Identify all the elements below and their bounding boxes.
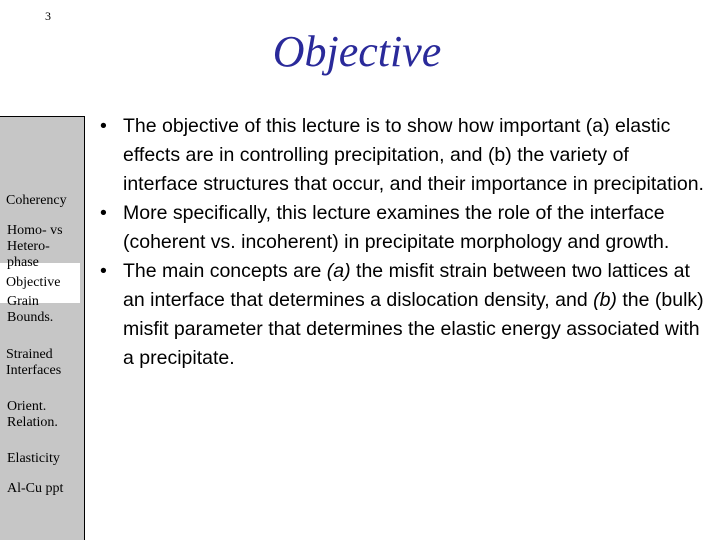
sidebar-item-label: Interfaces: [6, 363, 62, 378]
sidebar-item-label: Orient.: [7, 399, 47, 414]
sidebar-item-label: Relation.: [7, 415, 58, 430]
sidebar-item-label: Grain: [7, 294, 39, 309]
bullet-item: [97, 257, 709, 373]
sidebar-item-label: Objective: [6, 275, 61, 290]
sidebar-item-label: Bounds.: [7, 310, 54, 325]
page-number: 3: [45, 9, 51, 23]
bullet-text-b-label: (b): [593, 289, 617, 311]
bullet-text-intro: The main concepts are: [123, 260, 327, 282]
bullet-text-a-label: (a): [326, 260, 351, 282]
bullet-marker: •: [100, 260, 107, 282]
sidebar-item-strained-interfaces[interactable]: [6, 347, 86, 379]
sidebar-item-label: Hetero-: [7, 239, 50, 254]
bullet-item: [97, 199, 709, 257]
bullet-text: [123, 260, 704, 369]
bullet-list: [97, 112, 709, 373]
sidebar-item-elasticity[interactable]: [7, 451, 87, 467]
sidebar-item-orient-relation[interactable]: [7, 399, 87, 431]
bullet-marker: •: [100, 115, 107, 137]
bullet-item: [97, 112, 709, 199]
sidebar-item-label: Strained: [6, 347, 53, 362]
sidebar-item-label: Homo- vs: [7, 223, 63, 238]
sidebar-item-homo-hetero-phase[interactable]: [7, 223, 87, 271]
sidebar-item-label: Al-Cu ppt: [7, 481, 64, 496]
sidebar-nav: [0, 116, 85, 540]
sidebar-item-al-cu-ppt[interactable]: [7, 481, 87, 497]
sidebar-item-label: Coherency: [6, 193, 67, 208]
bullet-text-mid: the misfit strain between two lattices at an interface that determines a dislocation density, and: [123, 260, 690, 311]
bullet-text: More specifically, this lecture examines the role of the interface (coherent vs. incoherent) in precipitate morphology and growth.: [123, 202, 670, 253]
bullet-text-end: the (bulk) misfit parameter that determines the elastic energy associated with a precipitate.: [123, 289, 704, 369]
slide-title: [0, 26, 720, 77]
sidebar-item-label: Elasticity: [7, 451, 60, 466]
bullet-marker: •: [100, 202, 107, 224]
sidebar-item-coherency[interactable]: [6, 193, 86, 209]
sidebar-item-label: phase: [7, 255, 39, 270]
bullet-text: The objective of this lecture is to show how important (a) elastic effects are in controlling precipitation, and (b) the variety of interface structures that occur, and their importance in precipitation.: [123, 115, 704, 195]
slide-title-text: Objective: [272, 27, 442, 76]
sidebar-item-grain-bounds[interactable]: [7, 294, 87, 326]
